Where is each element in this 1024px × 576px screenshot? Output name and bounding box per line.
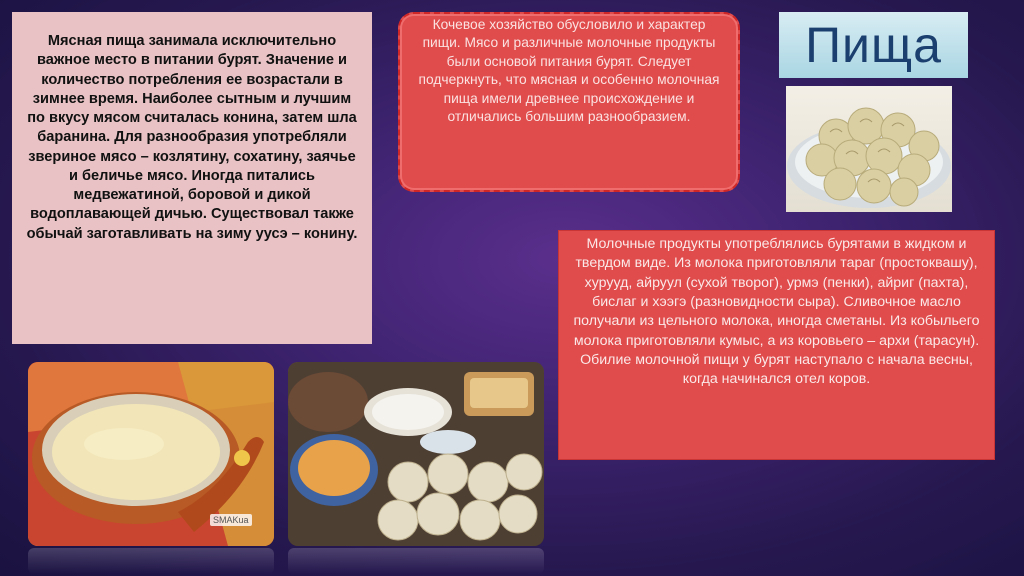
slide-title: Пища <box>779 12 968 78</box>
nomad-economy-text-box <box>398 12 740 192</box>
photo-reflection <box>0 546 1024 576</box>
festive-table-photo <box>288 362 544 546</box>
dumplings-plate-photo <box>786 86 952 212</box>
porridge-bowl-photo <box>28 362 274 546</box>
dairy-products-text-box <box>558 230 995 460</box>
dairy-products-text: Молочные продукты употреблялись бурятами в жидком и твердом виде. Из молока приготовляли тараг (простоквашу), хурууд, айруул (сухой творог), урмэ (пенки), айриг (пахта), бислаг и хээгэ (разновидности сыра). Сливочное масло получали из цельного молока, иногда сметаны. Из кобыльего молока приготовляли кумыс, а из коровьего – архи (тарасун). Обилие молочной пищи у бурят наступало с начала весны, когда начинался отел коров. <box>573 236 980 388</box>
meat-food-text-box <box>12 12 372 344</box>
watermark-logo: SMAKua <box>210 514 252 526</box>
dumplings-plate-illustration <box>786 86 952 212</box>
meat-food-text: Мясная пища занимала исключительно важное место в питании бурят. Значение и количество потребления ее возрастали в зимнее время. Наиболее сытным и лучшим по вкусу мясом считалась конина, затем шла баранина. Для разнообразия употребляли звериное мясо – козлятину, сохатину, заячье и беличье мясо. Иногда питались медвежатиной, боровой и дикой водоплавающей дичью. Существовал также обычай заготавливать на зиму уусэ – конину. <box>26 33 358 242</box>
festive-table-illustration <box>288 362 544 546</box>
nomad-economy-text: Кочевое хозяйство обусловило и характер пищи. Мясо и различные молочные продукты были основой питания бурят. Следует подчеркнуть, что мясная и особенно молочная пища имели древнее происхождение и отличались большим разнообразием. <box>418 17 720 125</box>
